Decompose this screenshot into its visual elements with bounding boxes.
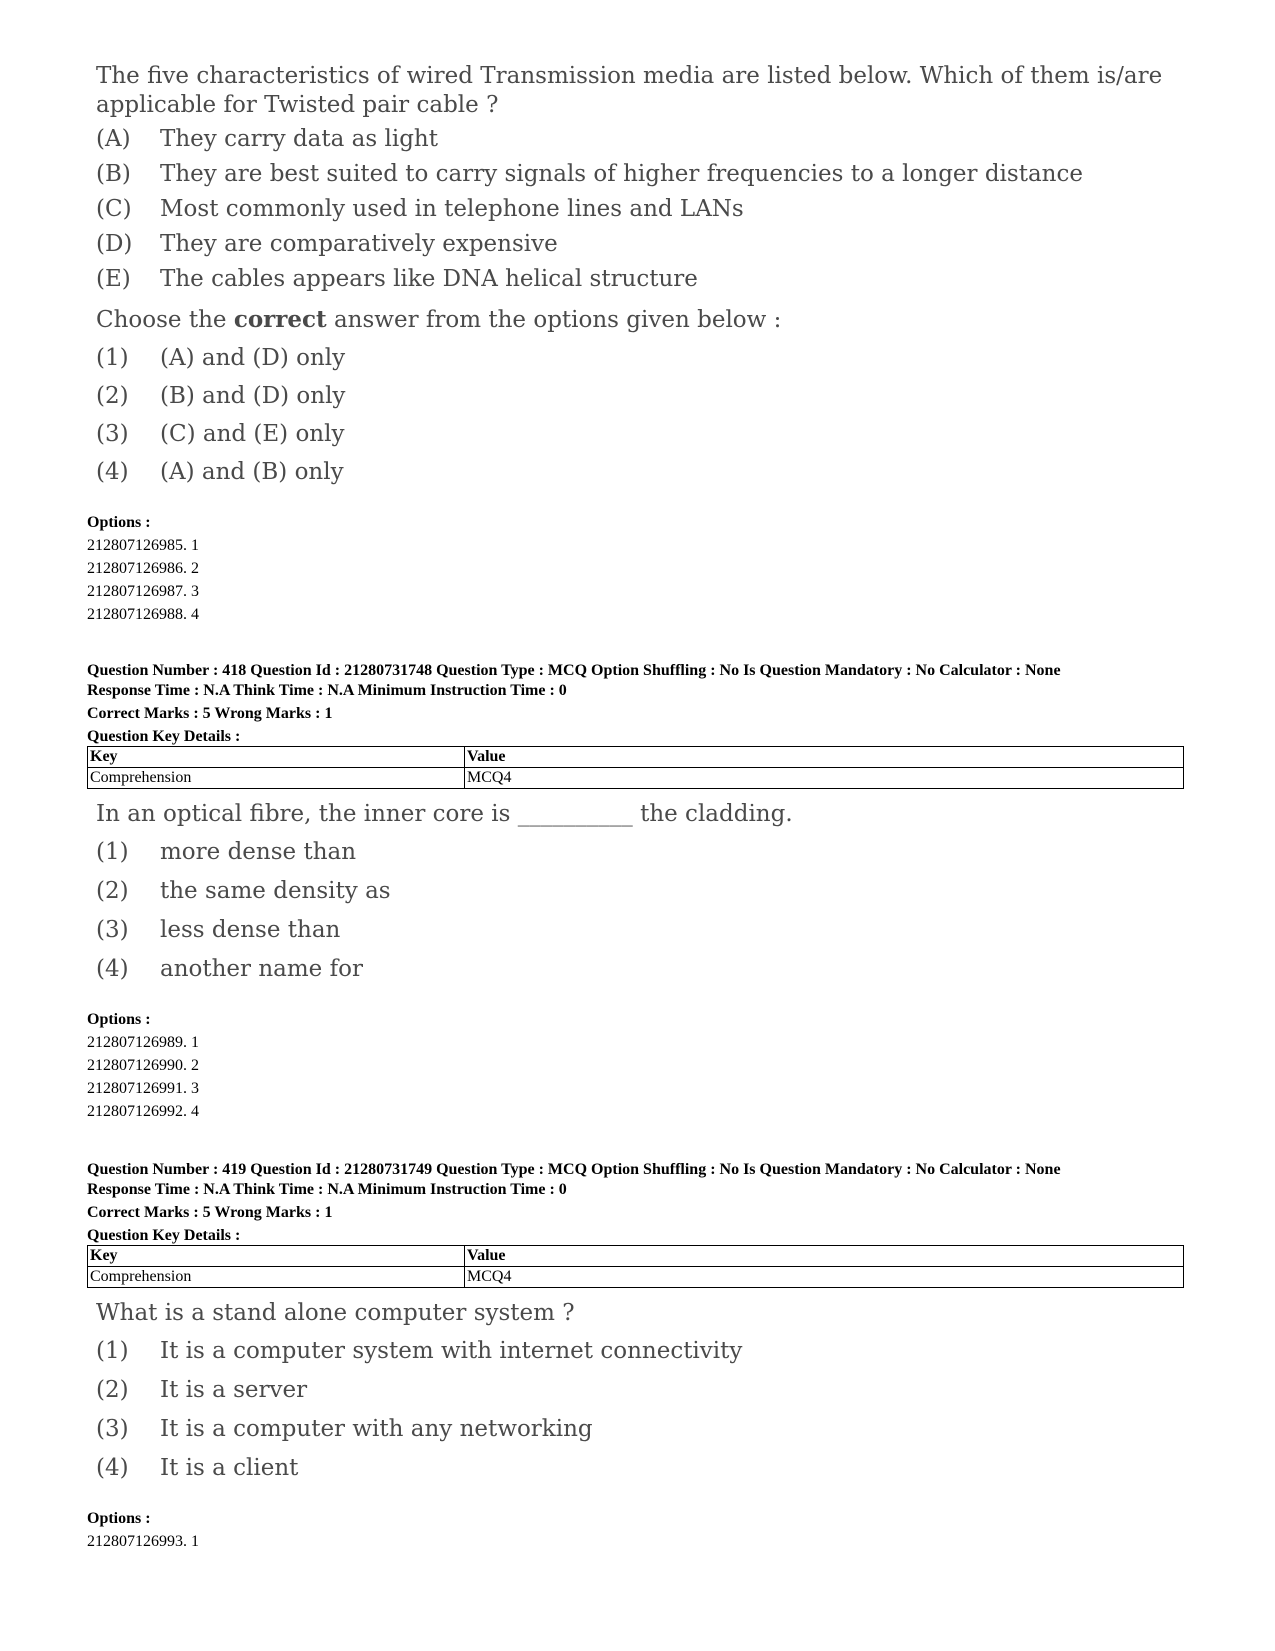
option-id: 212807126987. 3 (87, 583, 199, 600)
q417-answer-choice (96, 339, 1162, 377)
q419-answer-choice (96, 1449, 742, 1488)
table-header-row (88, 1246, 1184, 1267)
q418-answer-choices (96, 833, 793, 989)
choice-label: (2) (96, 383, 129, 409)
q419-key-title: Question Key Details : (87, 1227, 241, 1244)
statement-label: (A) (96, 126, 131, 152)
q419-answer-choice (96, 1332, 742, 1371)
cell-key: Comprehension (88, 1267, 465, 1288)
q417-answer-choices (96, 339, 1162, 491)
q417-statement (96, 266, 1162, 301)
header-key: Key (88, 747, 465, 768)
choice-text: another name for (160, 956, 363, 982)
q419-metadata (87, 1160, 1061, 1246)
choose-text-pre: Choose the (96, 307, 234, 333)
q417-answer-choice (96, 377, 1162, 415)
statement-label: (E) (96, 266, 131, 292)
statement-label: (C) (96, 196, 132, 222)
cell-key: Comprehension (88, 768, 465, 789)
option-id: 212807126985. 1 (87, 537, 199, 554)
option-id: 212807126990. 2 (87, 1057, 199, 1074)
q418-meta-line-2: Response Time : N.A Think Time : N.A Minimum Instruction Time : 0 (87, 682, 567, 699)
option-id: 212807126988. 4 (87, 606, 199, 623)
choice-label: (4) (96, 459, 129, 485)
choice-text: It is a computer system with internet connectivity (160, 1338, 743, 1364)
choice-label: (2) (96, 1377, 129, 1403)
q419-marks: Correct Marks : 5 Wrong Marks : 1 (87, 1204, 333, 1221)
q417-stem-line-2: applicable for Twisted pair cable ? (96, 92, 499, 118)
choice-text: (A) and (B) only (160, 459, 344, 485)
table-row (88, 768, 1184, 789)
choice-label: (4) (96, 956, 129, 982)
q419-answer-choices (96, 1332, 742, 1488)
q418-answer-choice (96, 950, 793, 989)
choice-text: more dense than (160, 839, 357, 865)
choose-text-post: answer from the options given below : (326, 307, 782, 333)
q418-answer-choice (96, 911, 793, 950)
q418-answer-choice (96, 833, 793, 872)
option-id: 212807126986. 2 (87, 560, 199, 577)
choice-label: (3) (96, 421, 129, 447)
option-id: 212807126993. 1 (87, 1533, 199, 1550)
q417-answer-choice (96, 415, 1162, 453)
choice-label: (3) (96, 1416, 129, 1442)
statement-text: They are comparatively expensive (160, 231, 558, 257)
choice-label: (1) (96, 839, 129, 865)
q419-question-image (96, 1294, 742, 1488)
choice-text: It is a server (160, 1377, 308, 1403)
q418-stem (96, 795, 793, 833)
header-key: Key (88, 1246, 465, 1267)
q417-statement-list (96, 126, 1162, 301)
option-id: 212807126991. 3 (87, 1080, 199, 1097)
choice-text: It is a client (160, 1455, 299, 1481)
stem-blank: __________ (517, 801, 633, 827)
header-value: Value (465, 747, 1184, 768)
choice-label: (1) (96, 1338, 129, 1364)
choice-text: It is a computer with any networking (160, 1416, 593, 1442)
cell-value: MCQ4 (465, 1267, 1184, 1288)
q417-choose-instruction (96, 301, 1162, 339)
statement-text: The cables appears like DNA helical structure (160, 266, 698, 292)
options-title: Options : (87, 1510, 151, 1527)
q417-statement (96, 196, 1162, 231)
q417-answer-choice (96, 453, 1162, 491)
q418-metadata (87, 661, 1061, 747)
q418-key-title: Question Key Details : (87, 728, 241, 745)
statement-label: (B) (96, 161, 131, 187)
q417-statement (96, 126, 1162, 161)
choice-text: less dense than (160, 917, 341, 943)
option-id: 212807126989. 1 (87, 1034, 199, 1051)
q418-answer-choice (96, 872, 793, 911)
header-value: Value (465, 1246, 1184, 1267)
choice-text: the same density as (160, 878, 391, 904)
statement-text: They carry data as light (160, 126, 438, 152)
cell-value: MCQ4 (465, 768, 1184, 789)
options-title: Options : (87, 514, 151, 531)
stem-text-pre: In an optical fibre, the inner core is (96, 801, 511, 827)
stem-text-post: the cladding. (640, 801, 793, 827)
options-title: Options : (87, 1011, 151, 1028)
q419-answer-choice (96, 1410, 742, 1449)
statement-text: Most commonly used in telephone lines and LANs (160, 196, 744, 222)
q417-statement (96, 161, 1162, 196)
q417-options (87, 511, 199, 626)
q417-statement (96, 231, 1162, 266)
choose-text-bold: correct (233, 306, 327, 333)
choice-label: (3) (96, 917, 129, 943)
choice-label: (1) (96, 345, 129, 371)
choice-label: (2) (96, 878, 129, 904)
q418-question-image (96, 795, 793, 989)
choice-text: (C) and (E) only (160, 421, 345, 447)
table-header-row (88, 747, 1184, 768)
q417-stem-line-1: The five characteristics of wired Transmission media are listed below. Which of them is/are (96, 63, 1163, 89)
q418-meta-line-1: Question Number : 418 Question Id : 21280731748 Question Type : MCQ Option Shuffling : No Is Question Mandatory : No Calculator : None (87, 662, 1061, 679)
statement-text: They are best suited to carry signals of higher frequencies to a longer distance (160, 161, 1083, 187)
statement-label: (D) (96, 231, 133, 257)
q419-options (87, 1507, 199, 1553)
q418-marks: Correct Marks : 5 Wrong Marks : 1 (87, 705, 333, 722)
option-id: 212807126992. 4 (87, 1103, 199, 1120)
q419-meta-line-1: Question Number : 419 Question Id : 21280731749 Question Type : MCQ Option Shuffling : No Is Question Mandatory : No Calculator : None (87, 1161, 1061, 1178)
q419-answer-choice (96, 1371, 742, 1410)
choice-label: (4) (96, 1455, 129, 1481)
q418-options (87, 1008, 199, 1123)
q419-meta-line-2: Response Time : N.A Think Time : N.A Minimum Instruction Time : 0 (87, 1181, 567, 1198)
q419-stem: What is a stand alone computer system ? (96, 1300, 575, 1326)
q417-question-image (96, 62, 1162, 491)
q418-key-table (87, 746, 1184, 789)
q419-key-table (87, 1245, 1184, 1288)
choice-text: (B) and (D) only (160, 383, 346, 409)
table-row (88, 1267, 1184, 1288)
choice-text: (A) and (D) only (160, 345, 346, 371)
